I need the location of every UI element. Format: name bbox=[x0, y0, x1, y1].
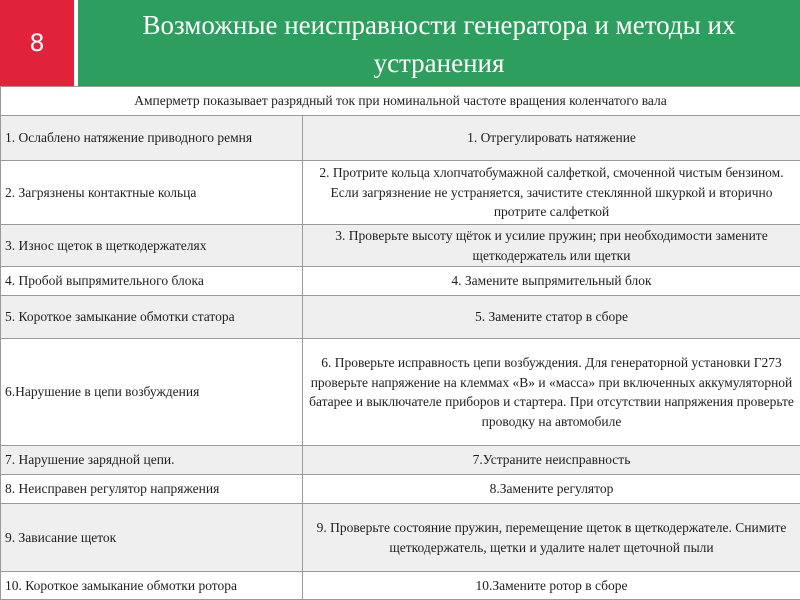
fix-cell: 10.Замените ротор в сборе bbox=[303, 572, 800, 600]
table-row bbox=[1, 161, 800, 225]
fault-cell: 2. Загрязнены контактные кольца bbox=[1, 161, 303, 225]
table-row bbox=[1, 446, 800, 475]
fix-cell: 8.Замените регулятор bbox=[303, 475, 800, 504]
table-row bbox=[1, 475, 800, 504]
title-bar bbox=[0, 0, 800, 86]
fault-cell: 6.Нарушение в цепи возбуждения bbox=[1, 339, 303, 446]
table-row bbox=[1, 267, 800, 296]
fix-cell: 2. Протрите кольца хлопчатобумажной салфеткой, смоченной чистым бензином. Если загрязнение не устраняется, зачистите стеклянной шкуркой и вторично протрите салфеткой bbox=[303, 161, 800, 225]
table-row bbox=[1, 225, 800, 267]
fix-cell: 6. Проверьте исправность цепи возбуждения. Для генераторной установки Г273 проверьте напряжение на клеммах «В» и «масса» при включенных аккумуляторной батарее и выключателе приборов и стартера. При отсутствии напряжения проверьте проводку на автомобиле bbox=[303, 339, 800, 446]
table-row bbox=[1, 296, 800, 339]
fix-cell: 7.Устраните неисправность bbox=[303, 446, 800, 475]
fault-cell: 8. Неисправен регулятор напряжения bbox=[1, 475, 303, 504]
table-row bbox=[1, 504, 800, 572]
table-header-row bbox=[1, 87, 800, 116]
fault-cell: 5. Короткое замыкание обмотки статора bbox=[1, 296, 303, 339]
fix-cell: 1. Отрегулировать натяжение bbox=[303, 116, 800, 161]
fault-cell: 4. Пробой выпрямительного блока bbox=[1, 267, 303, 296]
table-row bbox=[1, 116, 800, 161]
slide-title: Возможные неисправности генератора и методы их устранения bbox=[142, 10, 736, 78]
fault-cell: 7. Нарушение зарядной цепи. bbox=[1, 446, 303, 475]
fix-cell: 4. Замените выпрямительный блок bbox=[303, 267, 800, 296]
faults-table bbox=[0, 86, 800, 600]
fault-cell: 10. Короткое замыкание обмотки ротора bbox=[1, 572, 303, 600]
slide-number-badge: 8 bbox=[0, 0, 74, 86]
table-row bbox=[1, 572, 800, 600]
fault-cell: 9. Зависание щеток bbox=[1, 504, 303, 572]
table-header-cell: Амперметр показывает разрядный ток при номинальной частоте вращения коленчатого вала bbox=[1, 87, 800, 116]
fix-cell: 5. Замените статор в сборе bbox=[303, 296, 800, 339]
table-row bbox=[1, 339, 800, 446]
badge-divider bbox=[74, 0, 78, 86]
fault-cell: 3. Износ щеток в щеткодержателях bbox=[1, 225, 303, 267]
fault-cell: 1. Ослаблено натяжение приводного ремня bbox=[1, 116, 303, 161]
fix-cell: 3. Проверьте высоту щёток и усилие пружин; при необходимости замените щеткодержатель или щетки bbox=[303, 225, 800, 267]
fix-cell: 9. Проверьте состояние пружин, перемещение щеток в щеткодержателе. Снимите щеткодержатель, щетки и удалите налет щеточной пыли bbox=[303, 504, 800, 572]
